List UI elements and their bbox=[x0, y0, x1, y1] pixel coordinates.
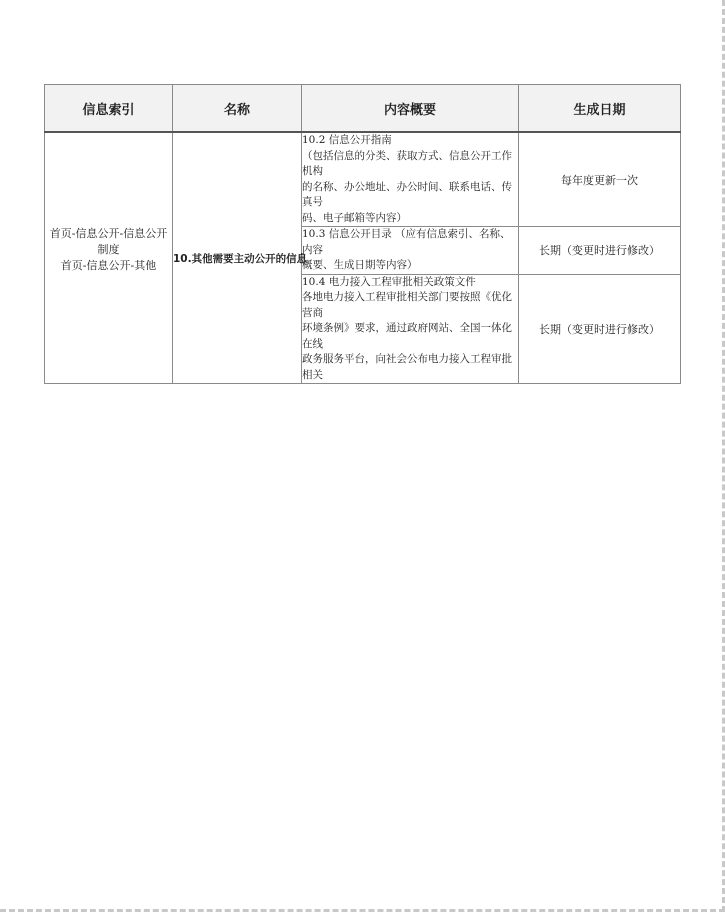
table-row bbox=[45, 132, 681, 227]
summary-line: 环境条例》要求，通过政府网站、全国一体化在线 bbox=[302, 322, 512, 350]
name-cell: 10.其他需要主动公开的信息 bbox=[173, 132, 302, 384]
summary-clip bbox=[302, 275, 518, 384]
date-cell: 每年度更新一次 bbox=[519, 132, 681, 227]
summary-cell bbox=[302, 132, 519, 227]
summary-cell bbox=[302, 274, 519, 384]
summary-line: （包括信息的分类、获取方式、信息公开工作机构 bbox=[302, 149, 512, 177]
summary-line: 10.3 信息公开目录 （应有信息索引、名称、内容 bbox=[302, 228, 511, 256]
date-cell: 长期（变更时进行修改） bbox=[519, 227, 681, 275]
summary-line: 10.4 电力接入工程审批相关政策文件 bbox=[302, 275, 476, 288]
header-summary: 内容概要 bbox=[302, 85, 519, 133]
summary-line: 10.2 信息公开指南 bbox=[302, 134, 392, 146]
header-name: 名称 bbox=[173, 85, 302, 133]
summary-line: 码、电子邮箱等内容） bbox=[302, 211, 407, 224]
summary-cell bbox=[302, 227, 519, 275]
summary-line: 的名称、办公地址、办公时间、联系电话、传真号 bbox=[302, 180, 512, 208]
table-header-row bbox=[45, 85, 681, 133]
index-line: 首页-信息公开-信息公开制度 bbox=[49, 227, 168, 256]
summary-line: 概要、生成日期等内容） bbox=[302, 259, 418, 271]
index-cell bbox=[45, 132, 173, 384]
header-date: 生成日期 bbox=[519, 85, 681, 133]
index-line: 首页-信息公开-其他 bbox=[60, 259, 157, 272]
summary-line: 政务服务平台，向社会公布电力接入工程审批相关 bbox=[302, 353, 512, 381]
info-disclosure-table bbox=[44, 84, 681, 384]
summary-line: 各地电力接入工程审批相关部门要按照《优化营商 bbox=[302, 291, 512, 319]
header-index: 信息索引 bbox=[45, 85, 173, 133]
date-cell: 长期（变更时进行修改） bbox=[519, 274, 681, 384]
